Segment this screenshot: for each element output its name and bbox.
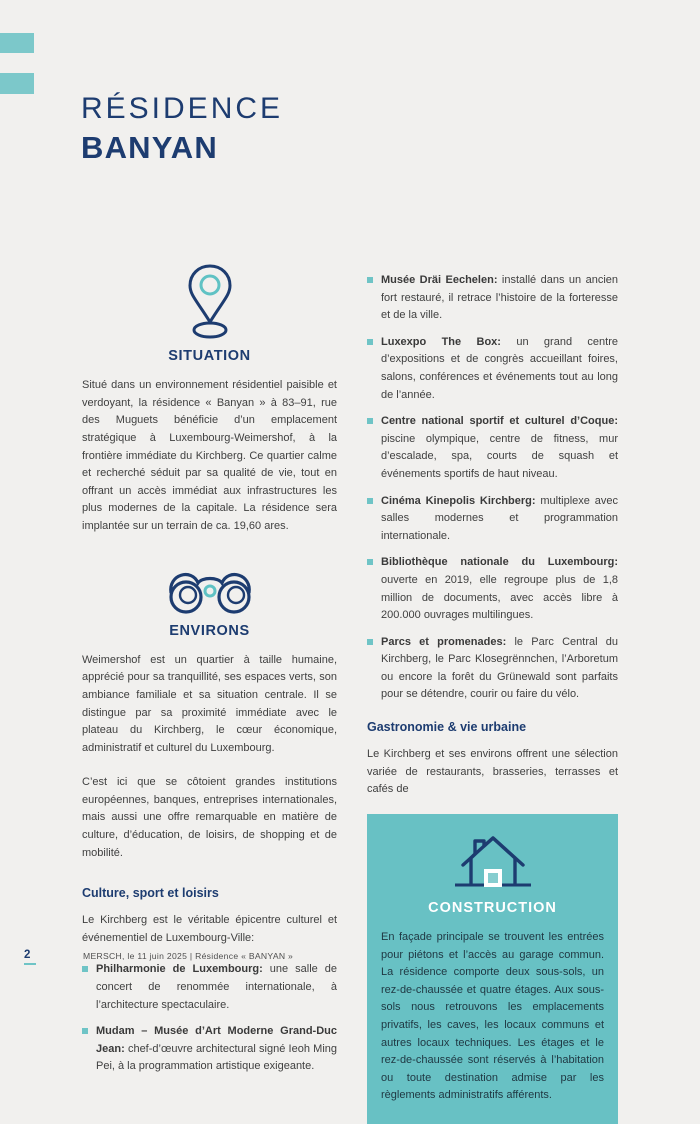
environs-para1: Weimershof est un quartier à taille humaine, apprécié pour sa tranquillité, ses espaces verts, son ambiance familiale et sa situation centrale. Il se distingue par sa proximité immédiate avec le plateau du Kirchberg, le cœur économique, administratif et culturel du Luxembourg. xyxy=(82,653,337,754)
list-item xyxy=(82,1023,337,1076)
bullet-square-icon xyxy=(367,639,373,645)
item-label: Luxexpo The Box: xyxy=(381,335,501,348)
list-item xyxy=(367,493,618,546)
item-label: Mudam – Musée d’Art Moderne Grand-Duc Jean: xyxy=(96,1025,337,1055)
teal-accent-bar-top xyxy=(0,33,34,53)
page-title xyxy=(81,92,283,165)
bullet-square-icon xyxy=(367,418,373,424)
situation-heading: SITUATION xyxy=(168,348,251,364)
item-text: chef-d’œuvre architectural signé Ieoh Ming Pei, à la programmation artistique exigeante. xyxy=(96,1042,337,1073)
environs-icon-wrap xyxy=(82,562,337,616)
situation-body: Situé dans un environnement résidentiel paisible et verdoyant, la résidence « Banyan » à 83–91, rue des Muguets bénéficie d’un emplacement stratégique à Luxembourg-Weimershof, à la frontière immédiate du Kirchberg. Ce quartier calme et recherché séduit par sa qualité de vie, tout en offrant un accès immédiat aux infrastructures les plus modernes de la capitale. La résidence sera implantée sur un terrain de ca. 19,60 ares. xyxy=(82,379,337,532)
left-column xyxy=(82,261,337,1085)
environs-para2: C’est ici que se côtoient grandes institutions européennes, banques, entreprises internationales, mais aussi une offre remarquable en matière de culture, d’éducation, de loisirs, de shopping et de mobilité. xyxy=(82,776,337,859)
list-item xyxy=(367,272,618,325)
list-item xyxy=(367,334,618,404)
construction-body: En façade principale se trouvent les entrées pour piétons et l’accès au garage commun. La résidence comporte deux sous-sols, un rez-de-chaussée et quatre étages. Aux sous-sols nous retrouvons les emplacements privatifs, les caves, les locaux communs et autres locaux techniques. Les étages et le rez-de-chaussée sont réservés à l’habitation ou toute destination admise par les règlements administratifs afférents. xyxy=(381,931,604,1102)
construction-icon-wrap xyxy=(381,829,604,891)
list-item xyxy=(367,413,618,483)
bullet-square-icon xyxy=(367,559,373,565)
construction-heading: CONSTRUCTION xyxy=(428,899,557,916)
item-text: installé dans un ancien fort restauré, il retrace l’histoire de la forteresse et de la ville. xyxy=(381,274,618,322)
teal-accent-bar-bottom xyxy=(0,73,34,94)
location-pin-icon xyxy=(179,263,241,275)
title-banyan: BANYAN xyxy=(81,130,218,165)
culture-intro: Le Kirchberg est le véritable épicentre culturel et événementiel de Luxembourg-Ville: xyxy=(82,914,337,944)
item-label: Parcs et promenades: xyxy=(381,635,507,648)
item-text: multiplexe avec salles modernes et programmation internationale. xyxy=(381,494,618,542)
item-label: Philharmonie de Luxembourg: xyxy=(96,963,263,976)
item-text: ouverte en 2019, elle regroupe plus de 1,8 million de documents, avec accès libre à 200.000 ouvrages multilingues. xyxy=(381,573,618,622)
item-label: Cinéma Kinepolis Kirchberg: xyxy=(381,494,536,507)
list-item xyxy=(367,554,618,624)
environs-heading: ENVIRONS xyxy=(169,622,250,639)
item-label: Bibliothèque nationale du Luxembourg: xyxy=(381,556,618,569)
item-text: une salle de concert de renommée internationale, à l’architecture spectaculaire. xyxy=(96,963,337,1011)
item-text: un grand centre d’expositions et de congrès accueillant foires, salons, conférences et événements tout au long de l’année. xyxy=(381,335,618,401)
item-label: Musée Dräi Eechelen: xyxy=(381,274,498,286)
footer-text: MERSCH, le 11 juin 2025 | Résidence « BANYAN » xyxy=(83,951,294,961)
bullet-square-icon xyxy=(367,339,373,345)
house-icon xyxy=(447,831,539,843)
item-text: le Parc Central du Kirchberg, le Parc Klosegrënnchen, l’Arboretum ou encore la forêt du Grünewald sont parfaits pour se détendre, courir ou faire du vélo. xyxy=(381,635,619,701)
binoculars-icon xyxy=(162,564,258,576)
item-label: Centre national sportif et culturel d’Coque: xyxy=(381,415,618,428)
item-text: piscine olympique, centre de fitness, mur d’escalade, spa, courts de squash et événements sportifs de haut niveau. xyxy=(381,432,618,480)
bullet-square-icon xyxy=(367,277,373,283)
list-item xyxy=(367,634,618,704)
culture-list xyxy=(82,961,337,1076)
gastronomie-heading: Gastronomie & vie urbaine xyxy=(367,720,527,735)
bullet-square-icon xyxy=(82,1028,88,1034)
construction-box xyxy=(367,814,618,1124)
gastronomie-body: Le Kirchberg et ses environs offrent une sélection variée de restaurants, brasseries, terrasses et cafés de xyxy=(367,748,618,796)
right-column xyxy=(367,272,618,1124)
bullet-square-icon xyxy=(367,498,373,504)
title-residence: RÉSIDENCE xyxy=(81,92,284,125)
page-number: 2 xyxy=(24,949,36,965)
list-item xyxy=(82,961,337,1014)
amenities-list xyxy=(367,272,618,704)
situation-icon-wrap xyxy=(82,261,337,341)
bullet-square-icon xyxy=(82,966,88,972)
culture-heading: Culture, sport et loisirs xyxy=(82,886,219,901)
